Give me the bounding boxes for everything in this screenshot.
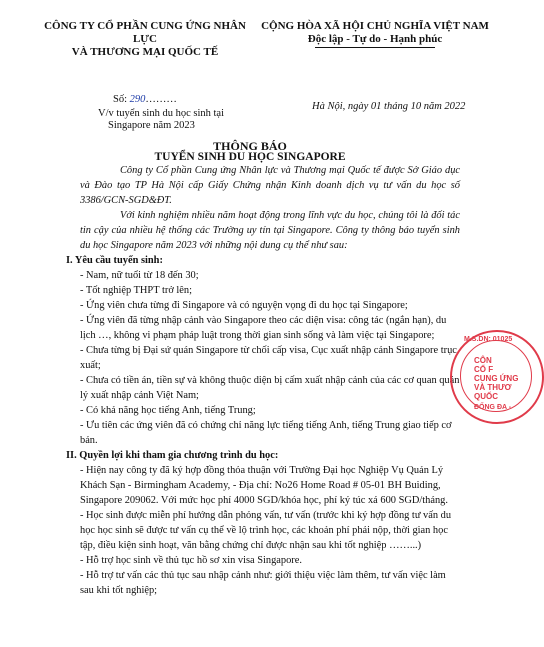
section1-item: - Chưa có tiền án, tiền sự và không thuộc diện bị cấm xuất nhập cảnh của các cơ quan quản lý xuất nhập cảnh Việt Nam; xyxy=(80,375,460,401)
notice-title: THÔNG BÁO xyxy=(213,139,287,153)
nation-name: CỘNG HÒA XÃ HỘI CHỦ NGHĨA VIỆT NAM xyxy=(261,20,489,32)
seal-line: CỔ F xyxy=(474,365,494,374)
seal-top-text: M.S.DN: 01025 xyxy=(464,336,513,343)
company-header xyxy=(40,20,250,59)
seal-bottom-text: ĐỐNG ĐA - xyxy=(474,404,512,411)
section1-item: - Có khả năng học tiếng Anh, tiếng Trung; xyxy=(80,405,256,416)
section1-heading: I. Yêu cầu tuyển sinh: xyxy=(66,255,163,266)
section2-item: - Học sinh được miễn phí hướng dẫn phỏng vấn, tư vấn (trước khi ký hợp đồng tư vấn du học học sinh sẽ được tư vấn cụ thể về lộ trình học, các khoản phí phải nộp, thời gian học tập, điều kiện sinh hoạt, văn bằng chứng chỉ được nhận sau khi tốt nghiệp ……...) xyxy=(80,510,452,551)
document-number xyxy=(113,94,177,105)
notice-subtitle: TUYỂN SINH DU HỌC SINGAPORE xyxy=(154,151,346,163)
section2-item: - Hiện nay công ty đã ký hợp đồng thỏa thuận với Trường Đại học Nghiệp Vụ Quản Lý Khách Sạn - Birmingham Academy, - Địa chỉ: No26 Home Road # 05-01 BH Buiding, Singapore 209062. Với mức học phí 4000 SGD/khóa học, phí ký túc xá 600 SGD/tháng. xyxy=(80,465,448,506)
subject xyxy=(98,108,224,132)
section1-item: - Chưa từng bị Đại sứ quán Singapore từ chối cấp visa, Cục xuất nhập cảnh Singapore trục xuất; xyxy=(80,345,457,371)
seal-line: CUNG ỨNG xyxy=(474,374,519,383)
section1-item: - Nam, nữ tuổi từ 18 đến 30; xyxy=(80,270,199,281)
subject-line1: V/v tuyển sinh du học sinh tại xyxy=(98,108,224,119)
dateline: Hà Nội, ngày 01 tháng 10 năm 2022 xyxy=(312,101,466,112)
seal-center-text xyxy=(474,356,518,401)
document-number-dots: ……… xyxy=(145,94,177,105)
intro-paragraph-2: Với kinh nghiệm nhiều năm hoạt động trong lĩnh vực du học, chúng tôi là đối tác tin cậy của nhiều hệ thống các Trường uy tín tại Singapore. Công ty thông báo tuyển sinh du học Singapore năm 2023 với những nội dung cụ thể như sau: xyxy=(80,210,460,251)
section1-item: - Tốt nghiệp THPT trở lên; xyxy=(80,285,192,296)
section2-heading: II. Quyền lợi khi tham gia chương trình du học: xyxy=(66,450,279,461)
seal-line: CÔN xyxy=(474,356,492,365)
section1-item: - Ưu tiên các ứng viên đã có chứng chỉ năng lực tiếng tiếng Anh, tiếng Trung giao tiếp cơ bản. xyxy=(80,420,452,446)
company-name-line1: CÔNG TY CỔ PHẦN CUNG ỨNG NHÂN LỰC xyxy=(44,20,246,45)
seal-line: QUỐC xyxy=(474,392,498,401)
nation-motto: Độc lập - Tự do - Hạnh phúc xyxy=(307,33,443,45)
section2-item: - Hỗ trợ tư vấn các thủ tục sau nhập cảnh như: giới thiệu việc làm thêm, tư vấn việc làm sau khi tốt nghiệp; xyxy=(80,570,446,596)
document-number-label: Số: xyxy=(113,94,128,105)
section1-item: - Ứng viên đã từng nhập cảnh vào Singapore theo các diện visa: công tác (ngắn hạn), du lịch …, không vi phạm pháp luật trong thời gian sinh sống và làm việc tại Singapore; xyxy=(80,315,447,341)
seal-line: VÀ THƯƠ xyxy=(474,383,512,392)
national-header xyxy=(255,20,495,48)
document-number-value: 290 xyxy=(129,94,146,105)
section2-item: - Hỗ trợ học sinh về thủ tục hồ sơ xin visa Singapore. xyxy=(80,555,302,566)
notice-body xyxy=(66,163,460,598)
subject-line2: Singapore năm 2023 xyxy=(108,120,195,131)
company-name-line2: VÀ THƯƠNG MẠI QUỐC TẾ xyxy=(71,46,219,58)
section1-item: - Ứng viên chưa từng đi Singapore và có nguyện vọng đi du học tại Singapore; xyxy=(80,300,408,311)
company-seal-stamp xyxy=(450,330,544,424)
intro-paragraph-1: Công ty Cổ phần Cung ứng Nhân lực và Thương mại Quốc tế được Sở Giáo dục và Đào tạo TP Hà Nội cấp Giấy Chứng nhận Kinh doanh dịch vụ tư vấn du học số 3386/GCN-SGD&ĐT. xyxy=(80,165,460,206)
motto-underline xyxy=(315,47,435,48)
